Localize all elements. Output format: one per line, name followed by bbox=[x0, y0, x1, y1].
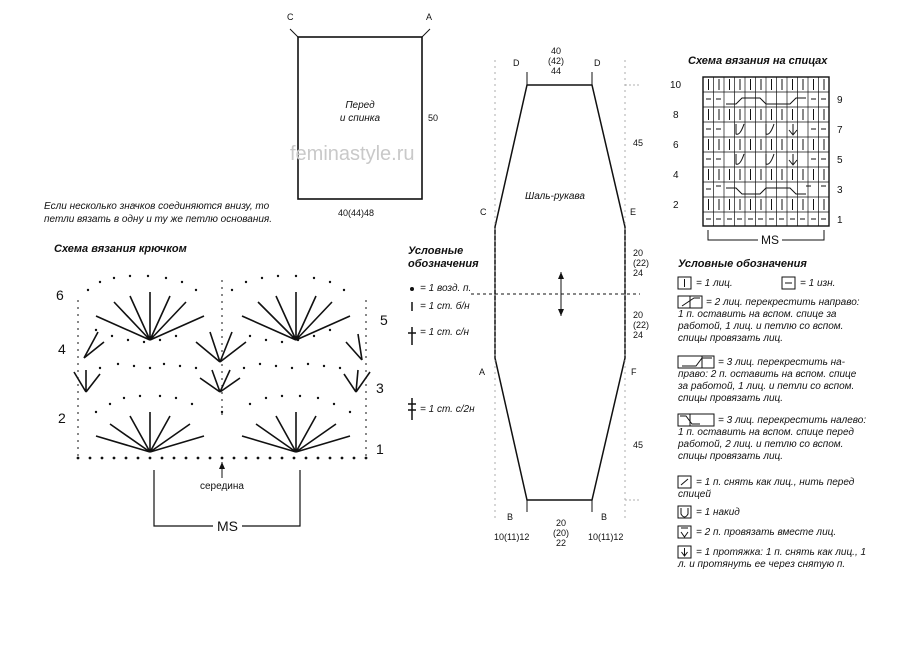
knit-legend-cross3r-l2: право: 2 п. оставить на вспом. спице bbox=[678, 369, 857, 380]
crochet-legend-title bbox=[408, 245, 479, 271]
knit-legend-cross2-l2: 1 п. оставить на вспом. спице за bbox=[678, 309, 837, 320]
crochet-legend-sc: = 1 ст. б/н bbox=[420, 301, 470, 312]
knit-chart-title: Схема вязания на спицах bbox=[688, 55, 828, 67]
knit-row-8: 8 bbox=[673, 110, 679, 121]
knit-row-2: 2 bbox=[673, 200, 679, 211]
sleeve-label: Шаль-рукава bbox=[525, 191, 585, 202]
knit-legend-k2tog: = 2 п. провязать вместе лиц. bbox=[696, 527, 837, 538]
chain-row bbox=[77, 457, 368, 460]
sleeve-mid-lower-c: 24 bbox=[633, 330, 644, 340]
fan-row-5 bbox=[96, 292, 350, 340]
crochet-row-6: 6 bbox=[56, 287, 64, 303]
knit-row-6: 6 bbox=[673, 140, 679, 151]
body-height: 50 bbox=[428, 113, 439, 123]
sleeve-bottom-left: 10(11)12 bbox=[494, 532, 530, 542]
knit-legend-slip-l1: = 1 п. снять как лиц., нить перед bbox=[696, 477, 855, 488]
knit-row-5: 5 bbox=[837, 155, 843, 166]
knit-row-1: 1 bbox=[837, 215, 843, 226]
sleeve-bottom-height: 45 bbox=[633, 440, 644, 450]
knit-legend-knit: = 1 лиц. bbox=[696, 278, 733, 289]
body-label-line1: Перед bbox=[345, 100, 375, 111]
sleeve-mid-upper-a: 20 bbox=[633, 248, 644, 258]
corner-label-c: C bbox=[287, 12, 294, 22]
sleeve-top-height: 45 bbox=[633, 138, 644, 148]
crochet-row-5: 5 bbox=[380, 312, 388, 328]
knit-legend-title: Условные обозначения bbox=[678, 258, 807, 270]
knit-row-3: 3 bbox=[837, 185, 843, 196]
crochet-legend-title-line1: Условные bbox=[408, 245, 464, 257]
crochet-row-1: 1 bbox=[376, 441, 384, 457]
body-width: 40(44)48 bbox=[338, 208, 375, 218]
knit-row-4: 4 bbox=[673, 170, 679, 181]
knit-legend-cross3l-l2: 1 п. оставить на вспом. спице перед bbox=[678, 427, 854, 438]
sleeve-pattern-shape bbox=[471, 60, 640, 520]
knit-ms-label: MS bbox=[758, 233, 782, 247]
middle-label: середина bbox=[200, 481, 244, 492]
knit-legend-cross2-l1: = 2 лиц. перекрестить направо: bbox=[706, 297, 860, 308]
knit-row-10: 10 bbox=[670, 80, 682, 91]
corner-label-d-right: D bbox=[594, 58, 601, 68]
fan-row-3 bbox=[74, 370, 370, 392]
sleeve-mid-upper-c: 24 bbox=[633, 268, 644, 278]
knit-legend-cross3l-l4: спицы провязать лиц. bbox=[678, 451, 784, 462]
sleeve-bottom-width-a: 20 bbox=[556, 518, 567, 528]
sleeve-top-width-c: 44 bbox=[551, 66, 562, 76]
knit-legend-cross3l-l1: = 3 лиц. перекрестить налево: bbox=[718, 415, 867, 426]
corner-label-c-sleeve: C bbox=[480, 207, 487, 217]
knit-legend-cross2-l4: спицы провязать лиц. bbox=[678, 333, 784, 344]
fan-row-1 bbox=[96, 412, 350, 452]
corner-label-b-right: B bbox=[601, 512, 608, 522]
knit-legend-pass-l1: = 1 протяжка: 1 п. снять как лиц., 1 bbox=[696, 547, 867, 558]
sleeve-bottom-width-b: (20) bbox=[553, 528, 570, 538]
crochet-chart-title: Схема вязания крючком bbox=[54, 243, 187, 255]
knit-legend-cross3r-l4: спицы провязать лиц. bbox=[678, 393, 784, 404]
knit-legend-yo: = 1 накид bbox=[696, 507, 740, 518]
body-label-line2: и спинка bbox=[339, 113, 381, 124]
sleeve-bottom-width-c: 22 bbox=[556, 538, 567, 548]
corner-label-d-left: D bbox=[513, 58, 520, 68]
knit-legend-cross2-l3: работой, 1 лиц. и петлю со вспом. bbox=[678, 321, 844, 332]
sleeve-bottom-right: 10(11)12 bbox=[588, 532, 624, 542]
corner-label-f: F bbox=[631, 367, 637, 377]
crochet-ms-label: MS bbox=[213, 518, 242, 534]
knit-legend-pass-l2: л. и протянуть ее через снятую п. bbox=[678, 559, 846, 570]
body-pattern-label bbox=[318, 99, 402, 125]
fan-row-4 bbox=[84, 332, 362, 362]
crochet-legend-title-line2: обозначения bbox=[408, 258, 479, 270]
sleeve-top-width-a: 40 bbox=[551, 46, 562, 56]
crochet-legend-chain: = 1 возд. п. bbox=[420, 283, 472, 294]
note-text bbox=[44, 200, 272, 226]
corner-label-e: E bbox=[630, 207, 637, 217]
knit-legend-purl: = 1 изн. bbox=[800, 278, 836, 289]
crochet-legend-symbols bbox=[408, 287, 416, 420]
crochet-row-3: 3 bbox=[376, 380, 384, 396]
sleeve-mid-lower-a: 20 bbox=[633, 310, 644, 320]
crochet-legend-dc: = 1 ст. с/н bbox=[420, 327, 470, 338]
knit-row-7: 7 bbox=[837, 125, 843, 136]
corner-label-a-sleeve: A bbox=[479, 367, 486, 377]
crochet-row-2: 2 bbox=[58, 410, 66, 426]
sleeve-top-width bbox=[548, 46, 564, 76]
knit-legend-cross3r-l3: за работой, 1 лиц. и петли со вспом. bbox=[678, 381, 855, 392]
corner-label-b-left: B bbox=[507, 512, 514, 522]
crochet-legend-tr: = 1 ст. с/2н bbox=[420, 404, 475, 415]
sleeve-mid-lower-b: (22) bbox=[633, 320, 650, 330]
sleeve-mid-upper-b: (22) bbox=[633, 258, 650, 268]
corner-label-a: A bbox=[426, 12, 433, 22]
sleeve-top-width-b: (42) bbox=[548, 56, 565, 66]
knit-row-9: 9 bbox=[837, 95, 843, 106]
note-line2: петли вязать в одну и ту же петлю основания. bbox=[44, 214, 273, 225]
knit-legend-cross3l-l3: работой, 2 лиц. и петлю со вспом. bbox=[678, 439, 844, 450]
knit-legend-cross3r-l1: = 3 лиц. перекрестить на- bbox=[718, 357, 846, 368]
sleeve-mid-lower bbox=[633, 310, 649, 340]
knit-legend-slip-l2: спицей bbox=[678, 489, 711, 500]
note-line1: Если несколько значков соединяются внизу, то bbox=[44, 201, 270, 212]
sleeve-bottom-width bbox=[553, 518, 569, 548]
sleeve-mid-upper bbox=[633, 248, 649, 278]
watermark: feminastyle.ru bbox=[290, 143, 415, 165]
crochet-row-4: 4 bbox=[58, 341, 66, 357]
